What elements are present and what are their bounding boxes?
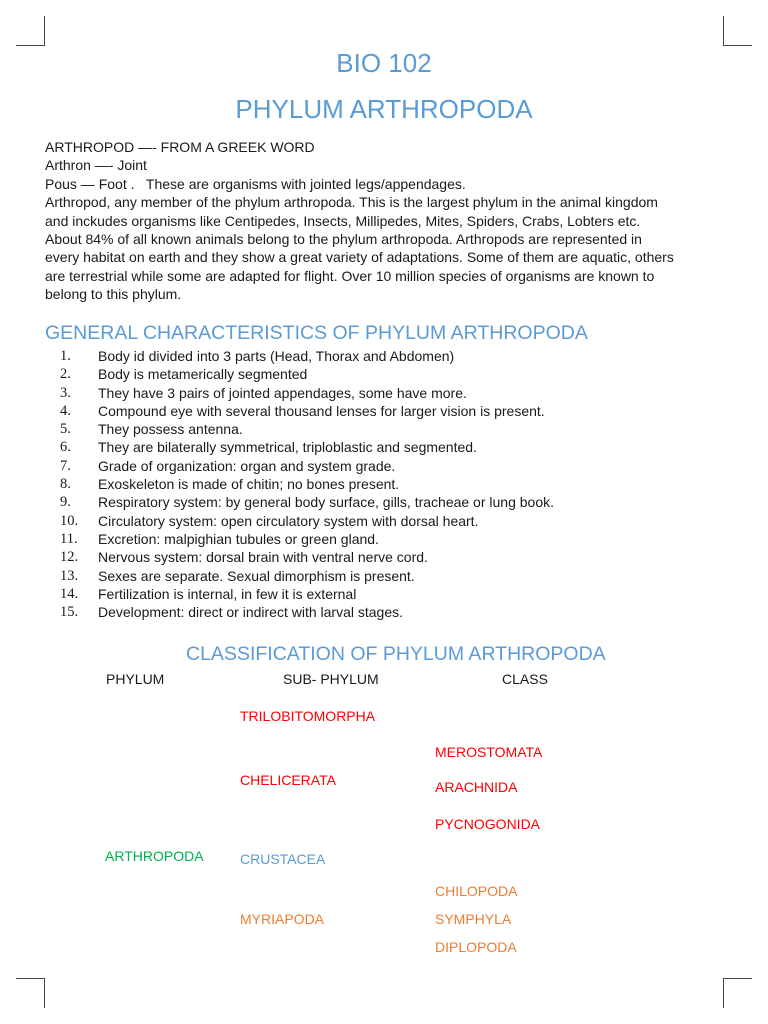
list-item: [60, 530, 720, 548]
list-text: Nervous system: dorsal brain with ventral nerve cord.: [98, 549, 428, 566]
crop-mark-top-right: [723, 16, 724, 46]
list-text: Exoskeleton is made of chitin; no bones present.: [98, 476, 400, 493]
list-number: 1.: [60, 348, 71, 364]
classification-heading: CLASSIFICATION OF PHYLUM ARTHROPODA: [186, 643, 606, 665]
list-text: Circulatory system: open circulatory system with dorsal heart.: [98, 512, 479, 529]
list-text: Sexes are separate. Sexual dimorphism is present.: [98, 567, 415, 584]
list-item: [60, 548, 720, 566]
intro-line: are terrestrial while some are adapted for flight. Over 10 million species of organisms are known to: [45, 267, 655, 284]
class-symphyla: SYMPHYLA: [435, 911, 512, 927]
list-number: 6.: [60, 439, 71, 456]
crop-mark-bottom-right: [723, 978, 752, 979]
intro-paragraph: [45, 138, 725, 304]
list-number: 7.: [60, 457, 71, 474]
list-text: Fertilization is internal, in few it is external: [98, 585, 357, 602]
subphylum-chelicerata: CHELICERATA: [240, 772, 336, 788]
list-item: [60, 512, 720, 530]
list-item: [60, 384, 720, 402]
class-pycnogonida: PYCNOGONIDA: [435, 816, 541, 832]
list-number: 15.: [60, 604, 79, 621]
document-title: BIO 102: [336, 48, 432, 78]
list-item: [60, 475, 720, 493]
phylum-arthropoda: ARTHROPODA: [105, 848, 204, 864]
list-number: 9.: [60, 494, 71, 511]
subphylum-myriapoda: MYRIAPODA: [240, 911, 325, 927]
list-item: [60, 402, 720, 420]
list-text: They are bilaterally symmetrical, triploblastic and segmented.: [98, 439, 477, 456]
list-number: 4.: [60, 402, 71, 419]
list-number: 11.: [60, 530, 78, 547]
list-text: They have 3 pairs of jointed appendages, some have more.: [98, 384, 467, 401]
subphylum-crustacea: CRUSTACEA: [240, 851, 326, 867]
list-item: [60, 457, 720, 475]
column-header-subphylum: SUB- PHYLUM: [283, 671, 379, 687]
list-number: 14.: [60, 585, 79, 602]
list-text: Body id divided into 3 parts (Head, Thorax and Abdomen): [98, 348, 455, 364]
list-text: Body is metamerically segmented: [98, 366, 308, 383]
intro-line: and inckudes organisms like Centipedes, Insects, Millipedes, Mites, Spiders, Crabs, Lobters etc.: [45, 212, 641, 229]
column-header-class: CLASS: [502, 671, 548, 687]
list-item: [60, 347, 720, 365]
list-number: 5.: [60, 421, 71, 438]
intro-line: ARTHROPOD —- FROM A GREEK WORD: [45, 139, 315, 155]
class-diplopoda: DIPLOPODA: [435, 939, 517, 955]
characteristics-list: [60, 347, 720, 621]
list-text: Compound eye with several thousand lenses for larger vision is present.: [98, 402, 545, 419]
intro-line: Pous — Foot . These are organisms with jointed legs/appendages.: [45, 175, 466, 192]
list-number: 8.: [60, 476, 71, 493]
list-number: 10.: [60, 512, 79, 529]
list-text: Respiratory system: by general body surface, gills, tracheae or lung book.: [98, 494, 555, 511]
class-merostomata: MEROSTOMATA: [435, 744, 543, 760]
list-number: 12.: [60, 549, 79, 566]
list-item: [60, 493, 720, 511]
intro-line: Arthron —- Joint: [45, 157, 147, 174]
list-number: 13.: [60, 567, 79, 584]
intro-line: Arthropod, any member of the phylum arthropoda. This is the largest phylum in the animal kingdom: [45, 194, 658, 211]
list-number: 3.: [60, 384, 71, 401]
list-item: [60, 365, 720, 383]
list-text: Excretion: malpighian tubules or green gland.: [98, 530, 379, 547]
crop-mark-bottom-right: [723, 978, 724, 1008]
list-text: Grade of organization: organ and system grade.: [98, 457, 396, 474]
class-chilopoda: CHILOPODA: [435, 883, 518, 899]
intro-line: belong to this phylum.: [45, 286, 182, 303]
intro-line: About 84% of all known animals belong to the phylum arthropoda. Arthropods are represented in: [45, 231, 642, 248]
list-item: [60, 438, 720, 456]
crop-mark-bottom-left: [44, 978, 45, 1008]
crop-mark-top-left: [44, 16, 45, 46]
list-number: 2.: [60, 366, 71, 383]
list-item: [60, 420, 720, 438]
list-item: [60, 603, 720, 621]
class-arachnida: ARACHNIDA: [435, 779, 518, 795]
list-item: [60, 585, 720, 603]
column-header-phylum: PHYLUM: [106, 671, 165, 687]
subphylum-trilobitomorpha: TRILOBITOMORPHA: [240, 708, 376, 724]
list-item: [60, 567, 720, 585]
list-text: They possess antenna.: [98, 421, 243, 438]
list-text: Development: direct or indirect with larval stages.: [98, 604, 404, 621]
crop-mark-top-right: [723, 45, 752, 46]
intro-line: every habitat on earth and they show a great variety of adaptations. Some of them are aquatic, others: [45, 249, 674, 266]
characteristics-heading: GENERAL CHARACTERISTICS OF PHYLUM ARTHROPODA: [45, 322, 588, 344]
crop-mark-top-left: [16, 45, 45, 46]
document-subtitle: PHYLUM ARTHROPODA: [235, 94, 533, 124]
crop-mark-bottom-left: [16, 978, 45, 979]
